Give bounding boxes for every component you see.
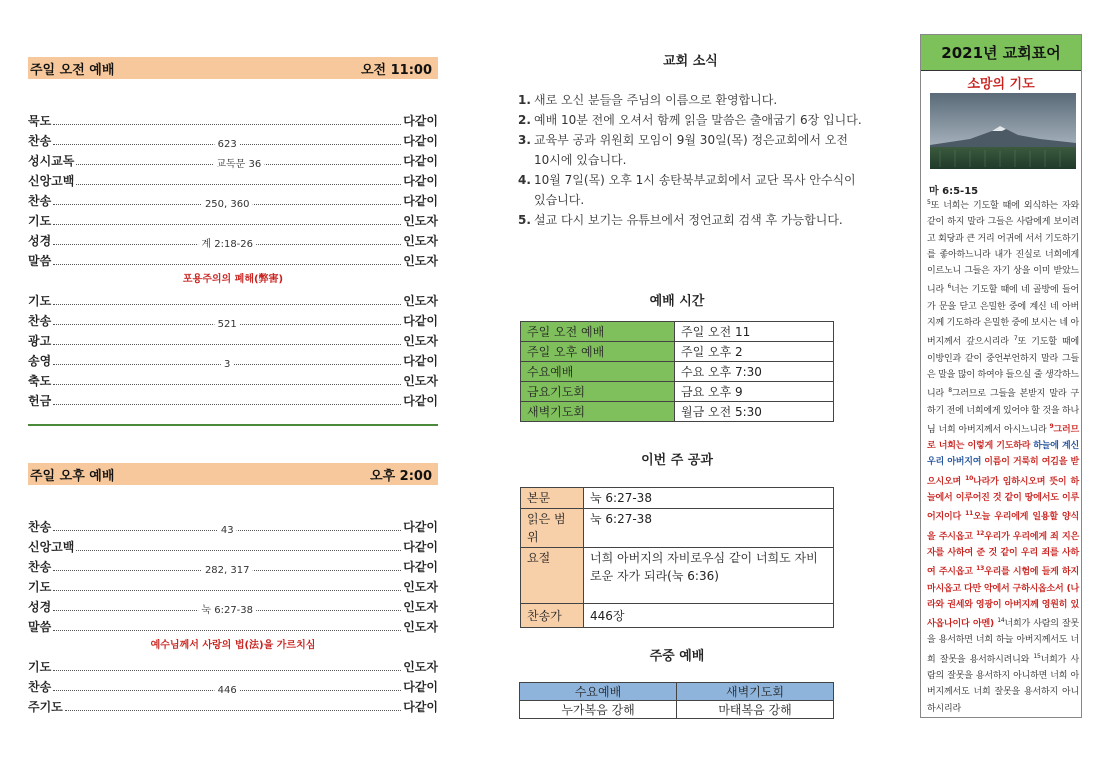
dotted-leader: [53, 525, 401, 536]
order-row: [28, 535, 438, 555]
dotted-leader: [53, 304, 401, 305]
order-label: 묵도: [28, 114, 52, 128]
order-detail: 250, 360: [202, 199, 253, 210]
verse-text: $^5$또 너희는 기도할 때에 외식하는 자와 같이 하지 말라 그들은 사람에게 보이려고 회당과 큰 거리 어귀에 서서 기도하기를 좋아하느니라 내가 진실로 너희에게 이르노니 그들은 자기 상을 이미 받았느니라 $^6$너는 기도할 때에 네 골방에 들어가 문을 닫고 은밀한 중에 계신 네 아버지께 기도하라 은밀한 중에 보시는 네 아버지께서 갚으시리라 $^7$또 기도할 때에 이방인과 같이 중언부언하지 말라 그들은 말을 많이 하여야 들으실 줄 생각하느니라 $^8$그러므로 그들을 본받지 말라 구하기 전에 너희에게 있어야 할 것을 하나님 너희 아버지께서 아시느니라 $^9$그러므로 너희는 이렇게 기도하라 하늘에 계신 우리 아버지여 이름이 거룩히 여김을 받으시오며 $^{10}$나라가 임하시오며 뜻이 하늘에서 이루어진 것 같이 땅에서도 이루어지이다 $^{11}$오늘 우리에게 일용할 양식을 주시옵고 $^{12}$우리가 우리에게 죄 지은 자를 사하여 준 것 같이 우리 죄를 사하여 주시옵고 $^{13}$우리를 시험에 들게 하지 마시옵고 다만 악에서 구하시옵소서 (나라와 권세와 영광이 아버지께 영원히 있사옵나이다 아멘) $^{14}$너희가 사람의 잘못을 용서하면 너희 하늘 아버지께서도 너희 잘못을 용서하시려니와 $^{15}$너희가 사람의 잘못을 용서하지 아니하면 너희 아버지께서도 너희 잘못을 용서하지 아니하시리라: [927, 199, 1080, 714]
dotted-leader: [53, 359, 401, 370]
order-label: 송영: [28, 354, 52, 368]
order-row: [28, 555, 438, 575]
table-row: 새벽기도회 월금 오전 5:30: [521, 402, 834, 422]
order-label: 광고: [28, 334, 52, 348]
dotted-leader: [53, 670, 401, 671]
section-divider: [28, 424, 438, 426]
order-label: 기도: [28, 580, 52, 594]
order-row: [28, 309, 438, 329]
news-item: 5. 설교 다시 보기는 유튜브에서 정언교회 검색 후 가능합니다.: [518, 213, 843, 227]
dotted-leader: [53, 124, 401, 125]
dotted-leader: [76, 550, 401, 551]
order-leader: 다같이: [403, 520, 438, 534]
order-label: 기도: [28, 294, 52, 308]
order-row: [28, 109, 438, 129]
afternoon-order: [28, 515, 438, 635]
dotted-leader: [53, 630, 401, 631]
order-row: [28, 675, 438, 695]
order-row: [28, 209, 438, 229]
afternoon-title: 주일 오후 예배: [30, 468, 115, 484]
order-row: [28, 349, 438, 369]
order-row: [28, 389, 438, 409]
dotted-leader: [76, 184, 401, 185]
dotted-leader: [53, 384, 401, 385]
morning-order: [28, 109, 438, 269]
table-row: 주일 오전 예배 주일 오전 11: [521, 322, 834, 342]
order-row: [28, 575, 438, 595]
order-row: [28, 169, 438, 189]
order-leader: 인도자: [403, 214, 438, 228]
order-leader: 인도자: [403, 600, 438, 614]
church-news: [518, 50, 863, 230]
afternoon-sermon-title: 예수님께서 사랑의 법(法)을 가르치심: [150, 640, 316, 651]
dotted-leader: [53, 344, 401, 345]
order-label: 성시교독: [28, 154, 75, 168]
dotted-leader: [53, 239, 401, 250]
order-row: [28, 369, 438, 389]
news-item: 3. 교육부 공과 위원회 모임이 9월 30일(목) 정은교회에서 오전 10시에 있습니다.: [518, 133, 848, 167]
order-leader: 다같이: [403, 134, 438, 148]
order-detail: 43: [218, 525, 237, 536]
order-label: 신앙고백: [28, 540, 75, 554]
dotted-leader: [53, 565, 401, 576]
news-item: 2. 예배 10분 전에 오셔서 함께 읽을 말씀은 출애굽기 6장 입니다.: [518, 113, 862, 127]
order-row: [28, 329, 438, 349]
order-row: [28, 129, 438, 149]
order-row: [28, 655, 438, 675]
order-label: 찬송: [28, 520, 52, 534]
times-title: 예배 시간: [649, 294, 705, 309]
news-list: [518, 90, 863, 230]
dotted-leader: [53, 605, 401, 616]
table-row: 금요기도회 금요 오후 9: [521, 382, 834, 402]
morning-sermon-title: 포용주의의 폐해(弊害): [182, 274, 284, 285]
dotted-leader: [53, 685, 401, 696]
order-leader: 인도자: [403, 254, 438, 268]
mountain-image: [930, 93, 1076, 169]
order-label: 축도: [28, 374, 52, 388]
dotted-leader: [53, 199, 401, 210]
news-item: 4. 10월 7일(목) 오후 1시 송탄북부교회에서 교단 목사 안수식이 있습니다.: [518, 173, 856, 207]
afternoon-order-after: [28, 655, 438, 715]
order-detail: 446: [215, 685, 240, 696]
order-label: 찬송: [28, 560, 52, 574]
order-label: 주기도: [28, 700, 63, 714]
order-label: 기도: [28, 660, 52, 674]
order-label: 찬송: [28, 134, 52, 148]
table-row: 요절 너희 아버지의 자비로우심 같이 너희도 자비로운 자가 되라(눅 6:36): [521, 548, 834, 604]
table-row: 주일 오후 예배 주일 오후 2: [521, 342, 834, 362]
order-leader: 다같이: [403, 314, 438, 328]
dotted-leader: [53, 319, 401, 330]
order-detail: 계 2:18-26: [198, 235, 256, 250]
dotted-leader: [53, 590, 401, 591]
order-row: [28, 289, 438, 309]
study-title: 이번 주 공과: [641, 453, 713, 468]
order-row: [28, 595, 438, 615]
order-leader: 다같이: [403, 194, 438, 208]
order-leader: 다같이: [403, 680, 438, 694]
order-row: [28, 515, 438, 535]
order-leader: 다같이: [403, 114, 438, 128]
order-leader: 인도자: [403, 620, 438, 634]
dotted-leader: [65, 710, 401, 711]
order-leader: 인도자: [403, 660, 438, 674]
order-label: 말씀: [28, 254, 52, 268]
order-detail: 521: [215, 319, 240, 330]
morning-header: [28, 57, 438, 79]
order-detail: 282, 317: [202, 565, 253, 576]
motto-title: 2021년 교회표어: [921, 35, 1081, 71]
order-label: 찬송: [28, 194, 52, 208]
order-label: 기도: [28, 214, 52, 228]
order-leader: 인도자: [403, 374, 438, 388]
order-detail: 교독문 36: [213, 155, 264, 170]
dotted-leader: [53, 404, 401, 405]
morning-order-after: [28, 289, 438, 409]
order-row: [28, 149, 438, 169]
afternoon-header: [28, 463, 438, 485]
order-leader: 인도자: [403, 294, 438, 308]
weekday-title: 주중 예배: [649, 649, 705, 664]
order-detail: 눅 6:27-38: [198, 601, 256, 616]
table-row: 읽은 범위 눅 6:27-38: [521, 509, 834, 548]
order-row: [28, 249, 438, 269]
table-row: 수요예배 새벽기도회: [520, 683, 834, 701]
service-times-table: [520, 321, 834, 422]
order-label: 찬송: [28, 314, 52, 328]
order-leader: 다같이: [403, 560, 438, 574]
order-detail: 3: [221, 359, 233, 370]
order-label: 헌금: [28, 394, 52, 408]
news-item: 1. 새로 오신 분들을 주님의 이름으로 환영합니다.: [518, 93, 778, 107]
order-label: 신앙고백: [28, 174, 75, 188]
afternoon-service: [28, 463, 438, 715]
verse-reference: 마 6:5-15: [929, 186, 979, 197]
order-row: [28, 189, 438, 209]
table-row: 본문 눅 6:27-38: [521, 488, 834, 509]
news-title: 교회 소식: [663, 54, 718, 69]
order-leader: 다같이: [403, 174, 438, 188]
order-label: 성경: [28, 600, 52, 614]
order-detail: 623: [215, 139, 240, 150]
order-leader: 인도자: [403, 234, 438, 248]
order-leader: 다같이: [403, 354, 438, 368]
morning-time: 오전 11:00: [360, 62, 432, 78]
order-row: [28, 615, 438, 635]
dotted-leader: [53, 264, 401, 265]
order-row: [28, 695, 438, 715]
table-row: 찬송가 446장: [521, 604, 834, 628]
motto-panel: [920, 34, 1082, 718]
order-leader: 다같이: [403, 154, 438, 168]
order-leader: 인도자: [403, 580, 438, 594]
order-leader: 다같이: [403, 700, 438, 714]
order-label: 성경: [28, 234, 52, 248]
order-row: [28, 229, 438, 249]
dotted-leader: [76, 159, 401, 170]
afternoon-time: 오후 2:00: [370, 468, 432, 484]
order-label: 말씀: [28, 620, 52, 634]
table-row: 수요예배 수요 오후 7:30: [521, 362, 834, 382]
morning-title: 주일 오전 예배: [30, 62, 115, 78]
order-leader: 다같이: [403, 394, 438, 408]
order-label: 찬송: [28, 680, 52, 694]
order-leader: 다같이: [403, 540, 438, 554]
dotted-leader: [53, 224, 401, 225]
motto-subtitle: 소망의 기도: [967, 77, 1035, 92]
weekday-table: [519, 682, 834, 719]
morning-service: [28, 57, 438, 409]
table-row: 누가복음 강해 마태복음 강해: [520, 701, 834, 719]
dotted-leader: [53, 139, 401, 150]
study-table: [520, 487, 834, 628]
order-leader: 인도자: [403, 334, 438, 348]
